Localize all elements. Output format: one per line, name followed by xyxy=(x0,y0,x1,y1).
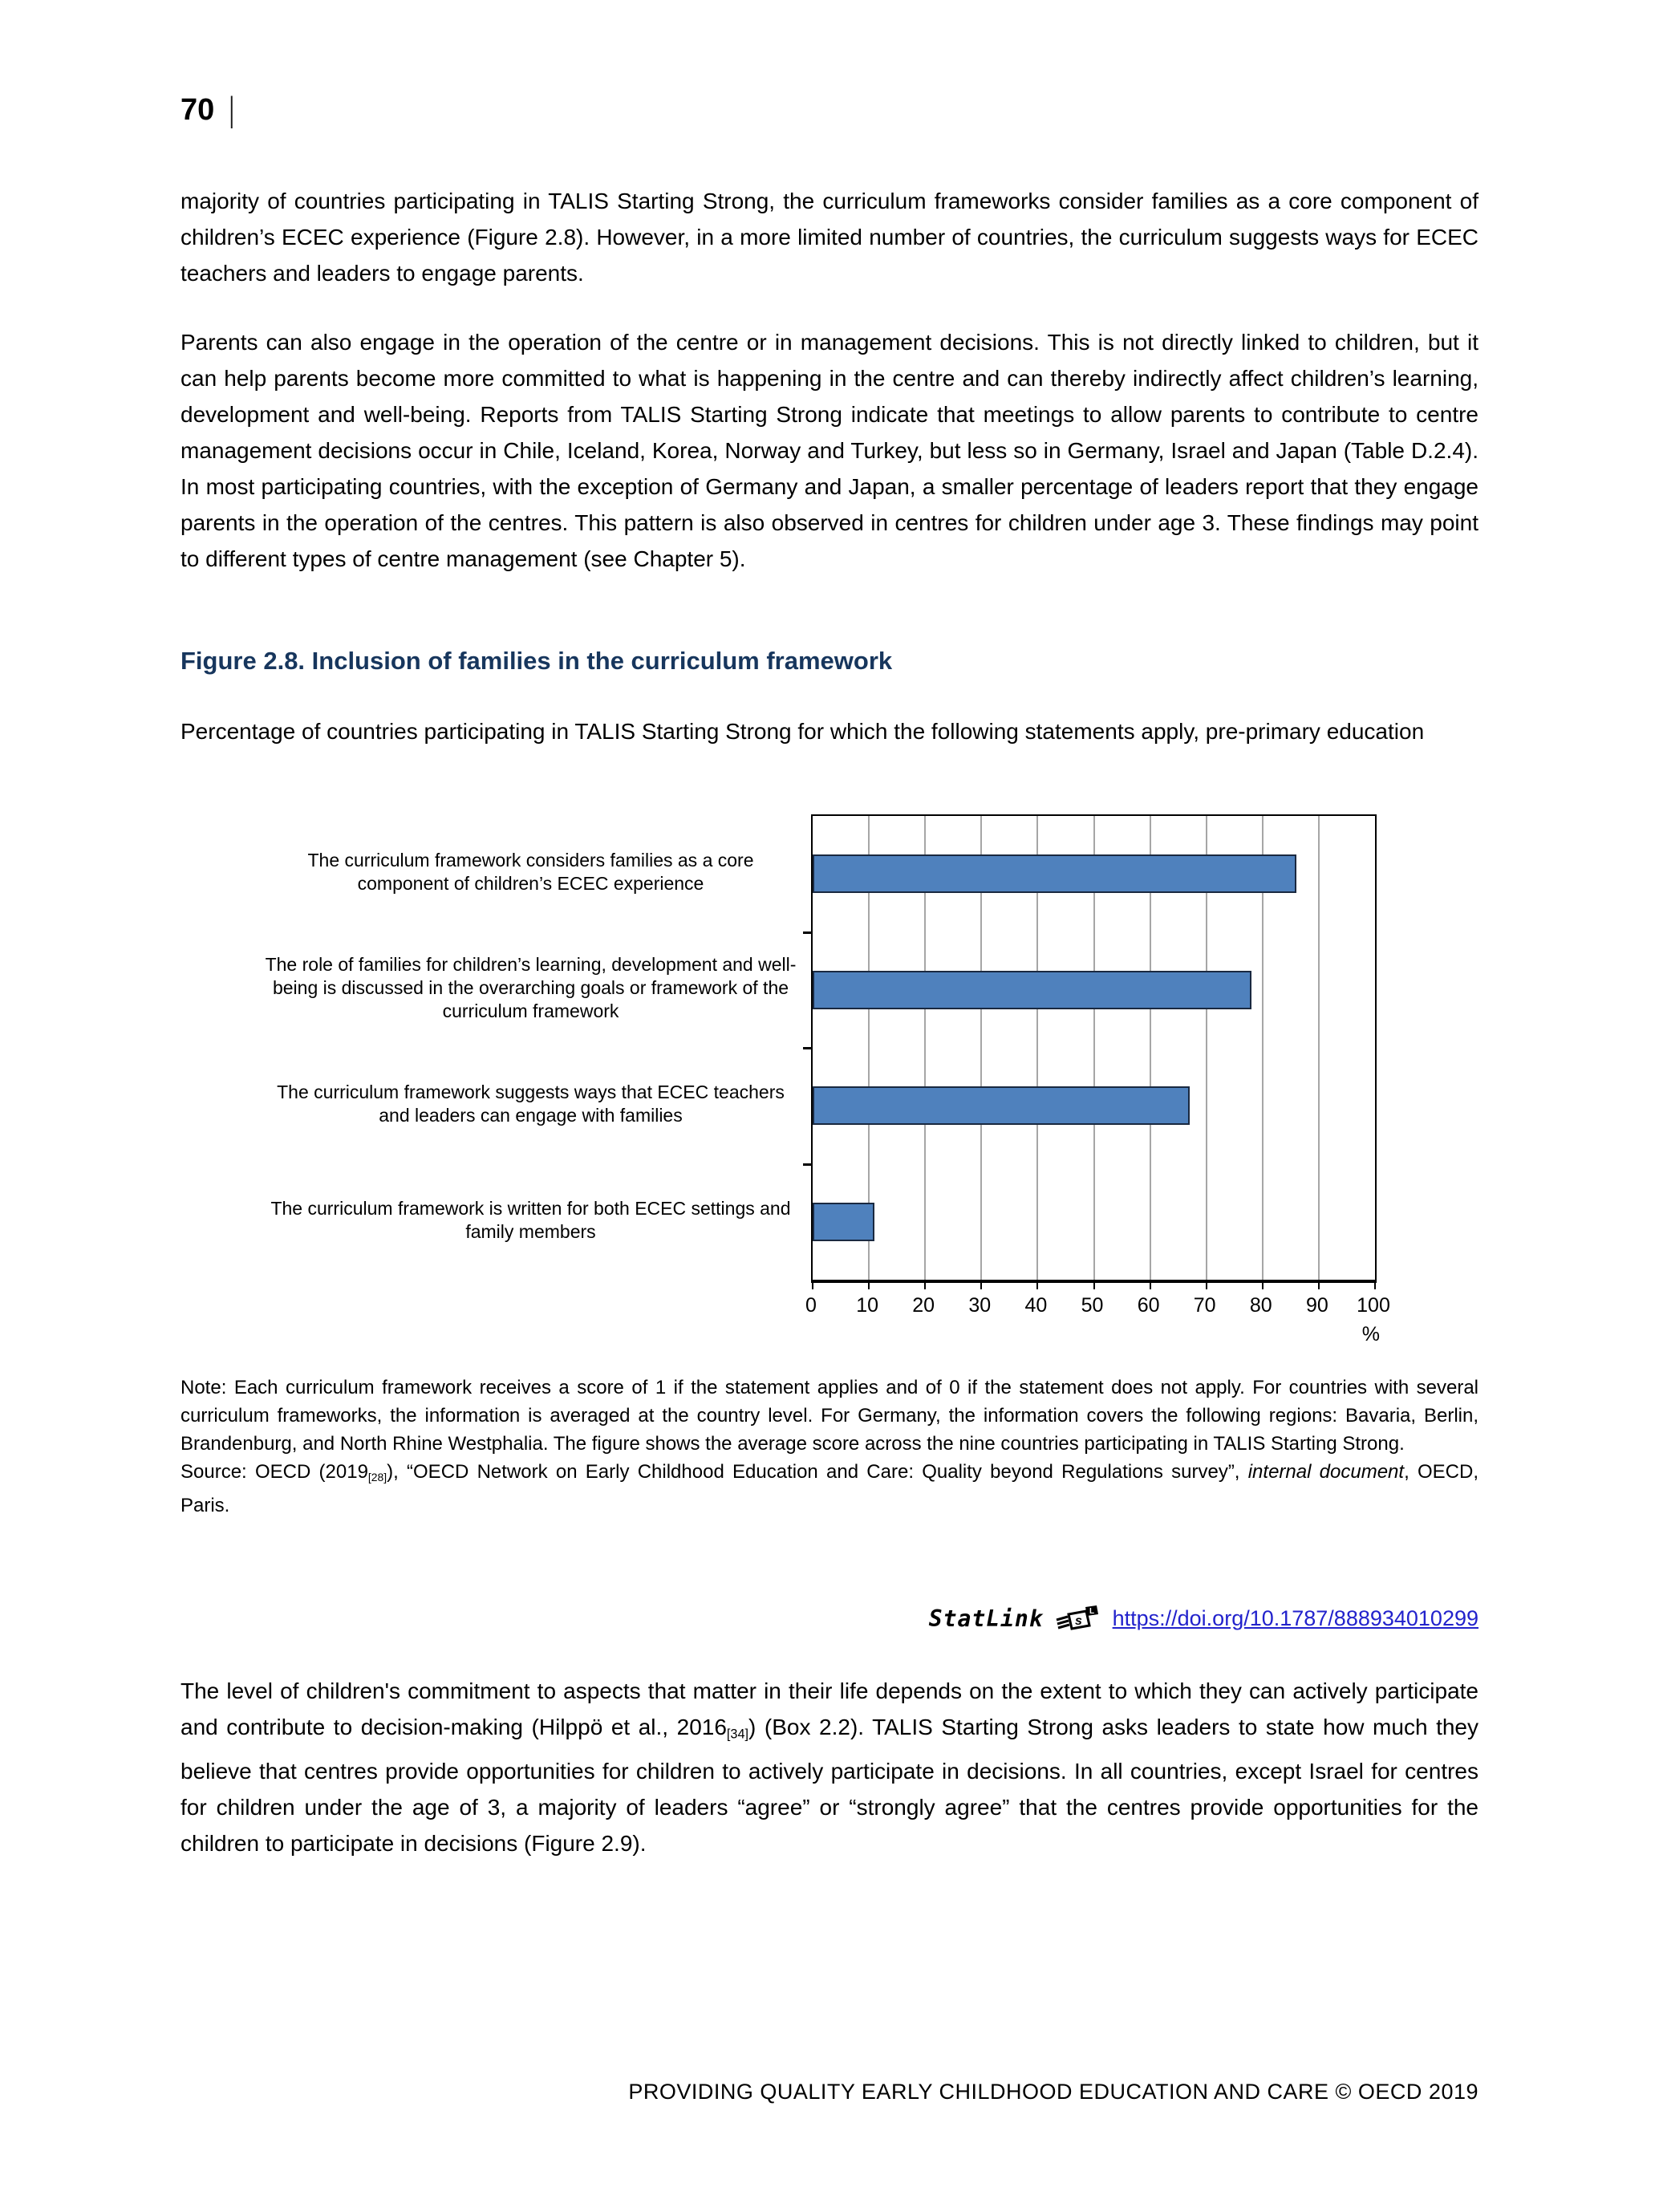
page-footer: PROVIDING QUALITY EARLY CHILDHOOD EDUCATION AND CARE © OECD 2019 xyxy=(628,2080,1478,2104)
x-tick-label: 90 xyxy=(1305,1294,1328,1317)
bar-chart xyxy=(265,814,1390,1346)
figure-note: Note: Each curriculum framework receives a score of 1 if the statement applies and of 0 if the statement does not apply. For countries with several curriculum frameworks, the information is averaged at the country level. For Germany, the information covers the following regions: Bavaria, Berlin, Brandenburg, and North Rhine Westphalia. The figure shows the average score across the nine countries participating in TALIS Starting Strong. xyxy=(181,1377,1478,1455)
category-label: The curriculum framework suggests ways that ECEC teachers and leaders can engage with families xyxy=(277,1082,785,1126)
x-tick-label: 30 xyxy=(968,1294,992,1317)
x-tick xyxy=(1374,1283,1376,1289)
source-text: , OECD, Paris. xyxy=(181,1461,1478,1516)
x-tick xyxy=(1093,1283,1095,1289)
svg-text:L: L xyxy=(1089,1607,1094,1616)
chart-category-labels xyxy=(265,814,811,1278)
chart-plot-column xyxy=(805,814,1390,1346)
bar xyxy=(813,971,1251,1009)
x-tick-label: 50 xyxy=(1081,1294,1104,1317)
x-tick-label: 70 xyxy=(1193,1294,1216,1317)
chart-x-axis-unit: % xyxy=(1361,1323,1380,1345)
paragraph-1: majority of countries participating in TALIS Starting Strong, the curriculum frameworks consider families as a core component of children’s ECEC experience (Figure 2.8). However, in a more limited number of countries, the curriculum suggests ways for ECEC teachers and leaders to engage parents. xyxy=(181,189,1478,286)
x-tick xyxy=(1318,1283,1320,1289)
chart-plot-area xyxy=(811,814,1377,1283)
statlink-url[interactable]: https://doi.org/10.1787/888934010299 xyxy=(1112,1605,1478,1630)
svg-text:s: s xyxy=(1074,1614,1082,1628)
x-tick-label: 10 xyxy=(856,1294,878,1317)
gridline xyxy=(1318,816,1320,1280)
figure-subtitle: Percentage of countries participating in TALIS Starting Strong for which the following statements apply, pre-primary education xyxy=(181,719,1425,744)
y-tick xyxy=(803,931,813,934)
statlink-row xyxy=(181,1605,1478,1632)
paragraph-3-text: The level of children's commitment to aspects that matter in their life depends on the extent to which they can actively participate and contribute to decision-making (Hilppö et al., 2016 xyxy=(181,1678,1478,1739)
statlink-label: StatLink xyxy=(928,1605,1044,1632)
y-tick xyxy=(803,1163,813,1166)
x-tick xyxy=(1206,1283,1207,1289)
paragraph-3-text: ) (Box 2.2). TALIS Starting Strong asks leaders to state how much they believe that centres provide opportunities for children to actively participate in decisions. In all countries, except Israel for centres for children under the age of 3, a majority of leaders “agree” or “strongly agree” that the centres provide opportunities for the children to participate in decisions (Figure 2.9). xyxy=(181,1715,1479,1856)
x-tick-label: 60 xyxy=(1137,1294,1160,1317)
x-tick-label: 80 xyxy=(1249,1294,1272,1317)
x-tick xyxy=(980,1283,982,1289)
bar xyxy=(813,1203,874,1241)
bar xyxy=(813,854,1296,893)
paragraph-2: Parents can also engage in the operation of the centre or in management decisions. This is not directly linked to children, but it can help parents become more committed to what is happening in the centre and can thereby indirectly affect children’s learning, development and well-being. Reports from TALIS Starting Strong indicate that meetings to allow parents to contribute to centre management decisions occur in Chile, Iceland, Korea, Norway and Turkey, but less so in Germany, Israel and Japan (Table D.2.4). In most participating countries, with the exception of Germany and Japan, a smaller percentage of leaders report that they engage parents in the operation of the centres. This pattern is also observed in centres for children under age 3. These findings may point to different types of centre management (see Chapter 5). xyxy=(181,330,1478,571)
x-tick xyxy=(812,1283,813,1289)
x-tick-label: 20 xyxy=(912,1294,935,1317)
page-number-separator: | xyxy=(229,90,235,129)
figure-source xyxy=(181,1458,1478,1520)
source-text: Source: OECD (2019 xyxy=(181,1461,368,1483)
x-tick-label: 100 xyxy=(1357,1294,1390,1317)
source-footnote-ref: [28] xyxy=(367,1470,387,1483)
source-text: ), “OECD Network on Early Childhood Education and Care: Quality beyond Regulations survey”, xyxy=(387,1461,1248,1483)
x-tick-label: 40 xyxy=(1024,1294,1048,1317)
x-tick-label: 0 xyxy=(805,1294,817,1317)
page-header xyxy=(181,90,237,130)
x-tick xyxy=(868,1283,870,1289)
category-label: The role of families for children’s learning, development and well-being is discussed in the overarching goals or framework of the curriculum framework xyxy=(265,954,797,1022)
x-tick xyxy=(1262,1283,1264,1289)
bar xyxy=(813,1086,1190,1125)
figure-title: Figure 2.8. Inclusion of families in the curriculum framework xyxy=(181,647,893,675)
x-tick xyxy=(1036,1283,1038,1289)
category-label: The curriculum framework considers families as a core component of children’s ECEC experience xyxy=(307,850,754,895)
source-italic-text: internal document xyxy=(1247,1461,1405,1483)
chart-x-axis-labels xyxy=(805,1294,1390,1320)
figure-notes-block xyxy=(181,1374,1478,1520)
page-number: 70 xyxy=(181,92,215,127)
category-label: The curriculum framework is written for both ECEC settings and family members xyxy=(270,1197,791,1242)
x-tick xyxy=(924,1283,926,1289)
paragraph-3-footnote-ref: [34] xyxy=(726,1727,749,1742)
statlink-icon xyxy=(1055,1605,1101,1632)
y-tick xyxy=(803,1047,813,1049)
x-tick xyxy=(1150,1283,1151,1289)
paragraph-3 xyxy=(181,1673,1478,1861)
